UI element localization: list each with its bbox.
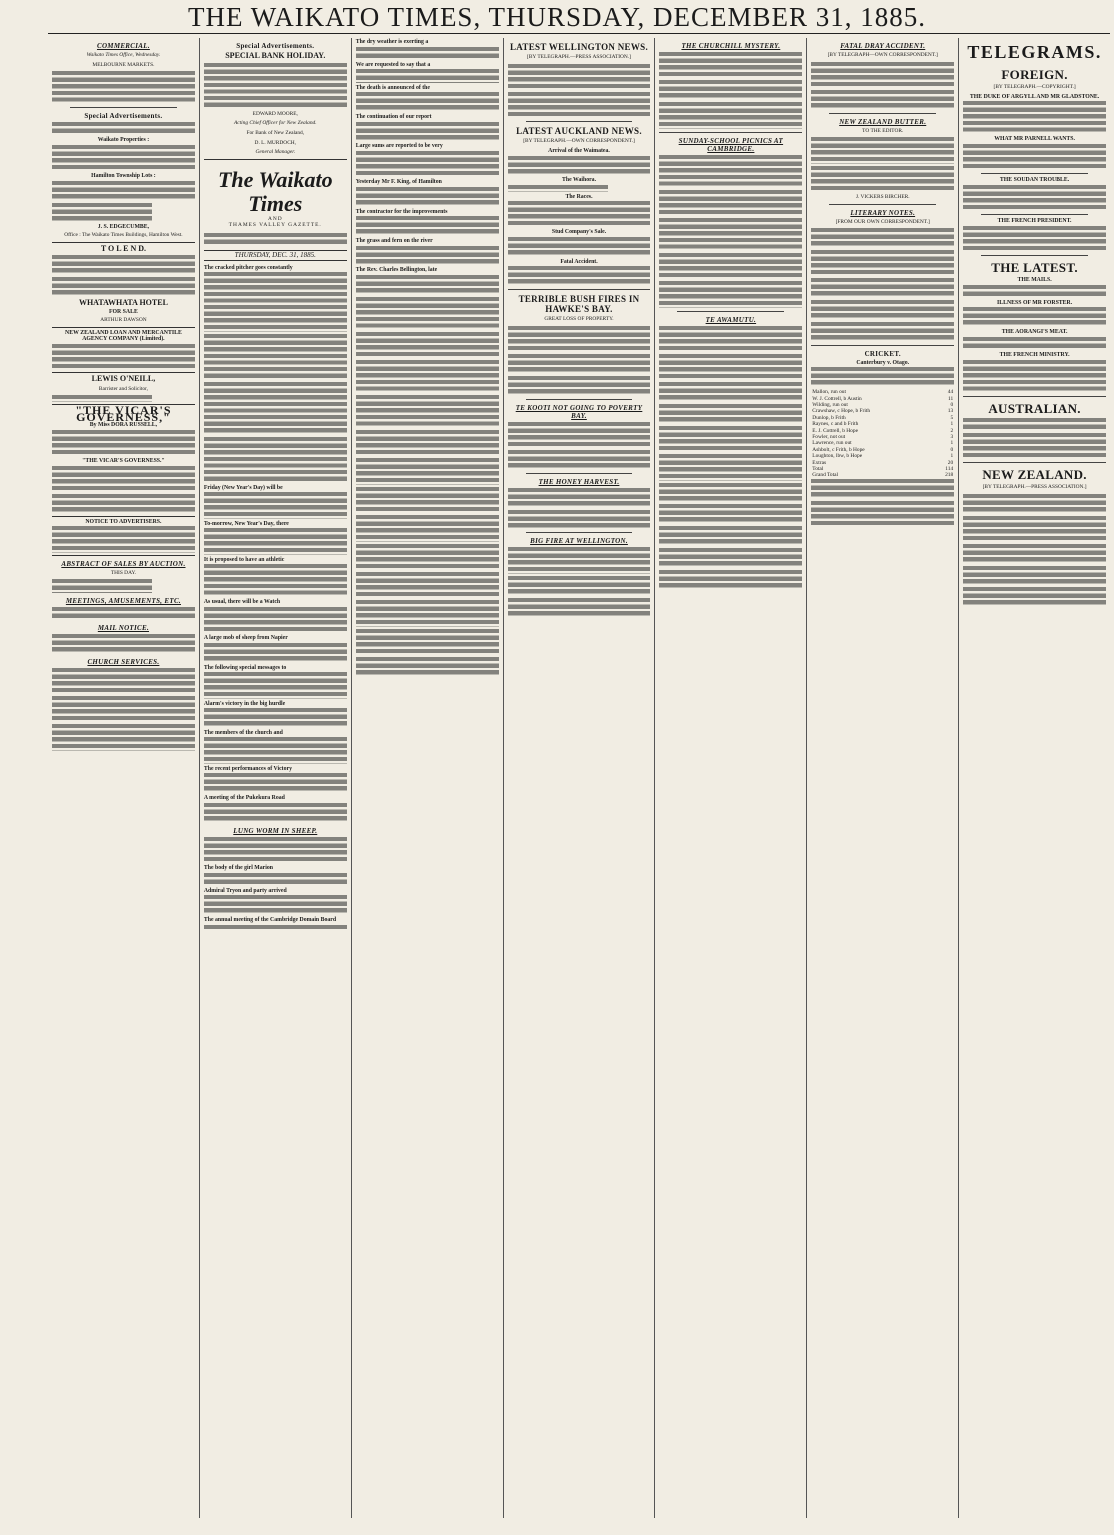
body-text: [963, 544, 1106, 564]
paragraph-lead: As usual, there will be a Watch: [203, 599, 281, 606]
body-text: [356, 69, 499, 82]
body-text: [811, 300, 954, 320]
butter-sub: TO THE EDITOR.: [862, 127, 904, 134]
bank-holiday-heading: SPECIAL BANK HOLIDAY.: [225, 51, 326, 60]
auckland-lead: Stud Company's Sale.: [551, 229, 607, 236]
commercial-heading: COMMERCIAL.: [96, 42, 150, 50]
divider: [70, 107, 177, 108]
vicar-governess-author: By Miss DORA RUSSELL,: [89, 422, 158, 429]
telegrams-heading: TELEGRAMS.: [967, 42, 1102, 62]
bank-nz-signatory-role: General Manager.: [255, 149, 296, 156]
batsman-name: E. J. Cottrell, b Hope: [812, 427, 858, 434]
edgecumbe-office: Office : The Waikato Times Buildings, Hamilton West.: [64, 232, 183, 239]
special-ads-heading-2: Special Advertisements.: [236, 42, 315, 50]
auckland-lead: The Waihora.: [561, 177, 597, 184]
paper-and: AND: [267, 215, 283, 222]
newspaper-masthead-title: THE WAIKATO TIMES, THURSDAY, DECEMBER 31, 1885.: [187, 2, 927, 32]
foreign-heading: FOREIGN.: [1001, 67, 1068, 82]
body-text: [508, 185, 608, 192]
body-text: [204, 528, 347, 554]
soudan-heading: THE SOUDAN TROUBLE.: [999, 177, 1070, 184]
body-text: [811, 367, 954, 387]
auckland-lead: The Races.: [565, 193, 593, 200]
body-text: [204, 643, 347, 663]
batsman-name: Raynes, c and b Frith: [812, 421, 859, 428]
australian-heading: AUSTRALIAN.: [988, 400, 1081, 416]
bank-nz-line: For Bank of New Zealand,: [246, 129, 305, 136]
body-text: [356, 600, 499, 626]
auckland-lead: Fatal Accident.: [560, 258, 598, 265]
body-text: [356, 275, 499, 295]
column-1: [48, 38, 199, 1518]
batsman-name: Fowler, not out: [812, 434, 846, 440]
body-text: [508, 547, 651, 573]
body-text: [52, 277, 195, 297]
column-6: [806, 38, 958, 1518]
meetings-heading: MEETINGS, AMUSEMENTS, ETC.: [65, 596, 181, 605]
body-text: [811, 501, 954, 527]
bush-fires-heading: TERRIBLE BUSH FIRES IN HAWKE'S BAY.: [518, 294, 640, 315]
body-text: [811, 228, 954, 248]
body-text: [52, 466, 195, 492]
paragraph-lead: Yesterday Mr F. King, of Hamilton: [355, 179, 442, 186]
body-text: [963, 587, 1106, 607]
body-text: [508, 422, 651, 448]
paragraph-lead: The members of the church and: [203, 729, 283, 736]
body-text: [963, 307, 1106, 327]
body-text: [659, 483, 802, 503]
paragraph-lead: The dry weather is exerting a: [355, 39, 429, 45]
body-text: [659, 426, 802, 452]
batsman-runs: 1: [950, 440, 954, 447]
body-text: [963, 418, 1106, 431]
vicar-governess-heading: "THE VICAR'S GOVERNESS,": [75, 402, 172, 424]
paper-name: The Waikato Times: [217, 166, 333, 216]
body-text: [508, 201, 651, 227]
paragraph-lead: The continuation of our report: [355, 113, 432, 120]
bank-holiday-signatory: EDWARD MOORE,: [252, 110, 298, 117]
body-text: [508, 510, 651, 530]
bank-holiday-signatory-role: Acting Chief Officer for New Zealand.: [233, 120, 317, 127]
paragraph-lead: The Rev. Charles Bellington, late: [355, 267, 438, 274]
batsman-name: Loughton, lbw, b Hope: [812, 453, 863, 460]
body-text: [204, 737, 347, 763]
body-text: [508, 266, 651, 286]
body-text: [508, 156, 651, 176]
paragraph-lead: To-morrow, New Year's Day, there: [203, 520, 289, 527]
masthead: [0, 0, 1114, 34]
body-text: [52, 634, 195, 654]
batsman-name: Mallon, run out: [812, 389, 846, 396]
paragraph-lead: It is proposed to have an athletic: [203, 556, 285, 563]
paragraph-lead: We are requested to say that a: [355, 61, 431, 68]
body-text: [508, 450, 651, 470]
body-text: [356, 544, 499, 570]
body-text: [356, 187, 499, 207]
honey-harvest-heading: THE HONEY HARVEST.: [538, 477, 620, 486]
body-text: [508, 237, 651, 257]
issue-date: THURSDAY, DEC. 31, 1885.: [204, 250, 347, 261]
body-text: [52, 526, 195, 552]
french-president-heading: THE FRENCH PRESIDENT.: [997, 218, 1072, 225]
notice-advertisers-heading: NOTICE TO ADVERTISERS.: [85, 518, 162, 525]
paragraph-lead: Admiral Tryon and party arrived: [203, 887, 287, 894]
body-text: [52, 696, 195, 722]
lewis-oneill-title: Barrister and Solicitor,: [98, 385, 148, 392]
body-text: [356, 246, 499, 266]
aorangi-heading: THE AORANGI'S MEAT.: [1001, 329, 1068, 336]
body-text: [356, 122, 499, 142]
page-columns: [48, 38, 1110, 1518]
body-text: [963, 360, 1106, 393]
body-text: [659, 548, 802, 568]
body-text: [811, 166, 954, 192]
body-text: [659, 190, 802, 216]
auckland-news-sub: [BY TELEGRAPH.—OWN CORRESPONDENT.]: [523, 138, 635, 145]
body-text: [963, 226, 1106, 252]
column-5: [654, 38, 806, 1518]
cricket-heading: CRICKET.: [864, 349, 901, 358]
body-text: [52, 724, 195, 750]
body-text: [204, 233, 347, 246]
batsman-runs: 5: [950, 414, 954, 421]
body-text: [204, 437, 347, 483]
body-text: [659, 326, 802, 352]
cricket-scorecard: [811, 389, 954, 479]
latest-heading: THE LATEST.: [991, 260, 1078, 276]
batsman-runs: 44: [947, 389, 954, 396]
township-lots-heading: Hamilton Township Lots :: [91, 173, 156, 180]
body-text: [963, 516, 1106, 542]
body-text: [204, 895, 347, 915]
body-text: [356, 216, 499, 236]
body-text: [963, 566, 1106, 586]
body-text: [811, 479, 954, 499]
paragraph-lead: The grass and fern on the river: [355, 238, 433, 245]
body-text: [356, 487, 499, 513]
new-zealand-heading: NEW ZEALAND.: [982, 467, 1087, 483]
new-zealand-sub: [BY TELEGRAPH.—PRESS ASSOCIATION.]: [982, 484, 1087, 491]
mails-heading: THE MAILS.: [1017, 277, 1052, 284]
french-ministry-heading: THE FRENCH MINISTRY.: [999, 352, 1070, 358]
te-kooti-heading: TE KOOTI NOT GOING TO POVERTY BAY.: [515, 403, 643, 420]
paragraph-lead: Alarm's victory in the big hurdle: [203, 700, 286, 707]
cricket-grand-total-row: Grand Total 218: [812, 472, 954, 479]
mail-notice-heading: MAIL NOTICE.: [97, 623, 150, 632]
body-text: [963, 494, 1106, 514]
body-text: [508, 598, 651, 618]
paragraph-lead: A meeting of the Pukekura Road: [203, 795, 285, 802]
body-text: [811, 322, 954, 342]
body-text: [356, 47, 499, 60]
auckland-news-heading: LATEST AUCKLAND NEWS.: [516, 126, 642, 137]
body-text: [356, 151, 499, 177]
body-text: [659, 80, 802, 100]
body-text: [204, 837, 347, 863]
body-text: [204, 334, 347, 380]
column-4: [503, 38, 655, 1518]
body-text: [204, 708, 347, 728]
body-text: [659, 155, 802, 188]
body-text: [659, 253, 802, 279]
auckland-lead: Arrival of the Waimatea.: [548, 147, 610, 154]
batsman-name: Wilding, run out: [812, 401, 848, 408]
column-2: [199, 38, 351, 1518]
body-text: [52, 668, 195, 694]
batsman-runs: 2: [950, 427, 954, 434]
body-text: [204, 382, 347, 435]
commercial-subheading: MELBOURNE MARKETS.: [92, 61, 155, 68]
edgecumbe-name: J. S. EDGECUMBE,: [97, 224, 150, 231]
batsman-name: Lawrence, run out: [812, 440, 852, 447]
lewis-oneill-heading: LEWIS O'NEILL,: [91, 374, 156, 384]
masthead-rule: [48, 33, 1110, 34]
batsman-name: Crawshaw, c Hope, b Frith: [812, 408, 871, 415]
cricket-extras-row: Extras 20: [812, 459, 954, 466]
body-text: [508, 576, 651, 596]
body-text: [659, 382, 802, 402]
paragraph-lead: Friday (New Year's Day) will be: [203, 484, 283, 491]
body-text: [659, 454, 802, 480]
body-text: [52, 579, 152, 592]
butter-heading: NEW ZEALAND BUTTER.: [839, 117, 927, 126]
argyll-heading: THE DUKE OF ARGYLL AND MR GLADSTONE.: [969, 93, 1100, 100]
body-text: [659, 52, 802, 78]
body-text: [508, 92, 651, 118]
big-fire-heading: BIG FIRE AT WELLINGTON.: [530, 537, 628, 546]
forster-heading: ILLNESS OF MR FORSTER.: [997, 299, 1073, 306]
parnell-heading: WHAT MR PARNELL WANTS.: [994, 136, 1075, 143]
body-text: [659, 281, 802, 307]
body-text: [204, 564, 347, 597]
abstract-sales-heading: ABSTRACT OF SALES BY AUCTION.: [61, 559, 186, 568]
churchill-mystery-heading: THE CHURCHILL MYSTERY.: [681, 42, 781, 50]
cricket-total-row: Total 114: [812, 466, 954, 473]
church-services-heading: CHURCH SERVICES.: [87, 657, 160, 666]
paragraph-lead: The death is announced of the: [355, 84, 430, 91]
paragraph-lead: The body of the girl Marion: [203, 864, 273, 871]
body-text: [811, 250, 954, 276]
paragraph-lead: A large mob of sheep from Napier: [203, 635, 288, 642]
body-text: [659, 404, 802, 424]
batsman-runs: 3: [950, 434, 954, 440]
commercial-dateline: Waikato Times Office, Wednesday.: [86, 52, 161, 58]
sunday-school-heading: SUNDAY-SCHOOL PICNICS AT CAMBRIDGE.: [678, 136, 784, 153]
body-text: [659, 570, 802, 590]
paragraph-lead: The annual meeting of the Cambridge Domain Board: [203, 917, 337, 924]
body-text: [508, 376, 651, 396]
body-text: [356, 395, 499, 428]
body-text: [204, 63, 347, 109]
literary-notes-heading: LITERARY NOTES.: [850, 208, 916, 217]
body-text: [204, 873, 347, 886]
paragraph-lead: The contractor for the improvements: [355, 208, 448, 215]
paragraph-lead: Large sums are reported to be very: [355, 143, 443, 150]
body-text: [963, 285, 1106, 298]
body-text: [356, 332, 499, 358]
body-text: [52, 395, 152, 402]
body-text: [356, 297, 499, 330]
body-text: [204, 607, 347, 633]
batsman-runs: 11: [947, 395, 954, 402]
body-text: [659, 218, 802, 251]
body-text: [356, 458, 499, 484]
literary-notes-sub: [FROM OUR OWN CORRESPONDENT.]: [835, 218, 930, 225]
batsman-runs: 1: [950, 453, 954, 460]
paragraph-lead: The following special messages to: [203, 664, 287, 671]
body-text: [52, 494, 195, 514]
bank-nz-signatory: D. L. MURDOCH,: [254, 139, 297, 146]
paragraph-lead: The recent performances of Victory: [203, 765, 292, 772]
dray-accident-sub: [BY TELEGRAPH—OWN CORRESPONDENT.]: [827, 52, 938, 58]
body-text: [52, 181, 195, 201]
butter-signature: J. VICKERS BIRCHER.: [855, 194, 910, 201]
body-text: [508, 64, 651, 90]
body-text: [811, 90, 954, 110]
body-text: [204, 492, 347, 518]
special-ads-heading: Special Advertisements.: [84, 112, 163, 121]
lungworm-heading: LUNG WORM IN SHEEP.: [233, 826, 318, 835]
paragraph-lead: The cracked pitcher goes constantly: [203, 264, 293, 271]
body-text: [204, 272, 347, 331]
body-text: [52, 145, 195, 171]
body-text: [963, 101, 1106, 134]
batsman-runs: 13: [947, 408, 954, 415]
body-text: [659, 354, 802, 380]
wellington-news-sub: [BY TELEGRAPH.—PRESS ASSOCIATION.]: [527, 54, 631, 60]
body-text: [508, 326, 651, 352]
body-text: [356, 572, 499, 598]
body-text: [963, 185, 1106, 211]
body-text: [963, 337, 1106, 350]
body-text: [204, 925, 347, 932]
body-text: [52, 344, 195, 370]
batsman-runs: 1: [950, 421, 954, 428]
body-text: [963, 144, 1106, 170]
whatawhata-heading: WHATAWHATA HOTEL: [78, 297, 168, 307]
te-awamutu-heading: TE AWAMUTU.: [705, 315, 757, 324]
batsman-runs: 0: [950, 446, 954, 453]
body-text: [963, 433, 1106, 459]
body-text: [52, 430, 195, 456]
batsman-name: W. J. Cottrell, b Austin: [812, 395, 862, 402]
whatawhata-apply: ARTHUR DAWSON: [100, 317, 147, 323]
body-text: [356, 657, 499, 677]
nz-loan-heading: NEW ZEALAND LOAN AND MERCANTILE AGENCY COMPANY (Limited).: [65, 329, 182, 343]
body-text: [204, 773, 347, 793]
whatawhata-for-sale: FOR SALE: [109, 309, 138, 316]
body-text: [811, 137, 954, 163]
body-text: [659, 504, 802, 524]
body-text: [52, 71, 195, 104]
paper-subtitle: THAMES VALLEY GAZETTE.: [228, 222, 322, 229]
body-text: [811, 62, 954, 88]
body-text: [356, 629, 499, 655]
column-7: [958, 38, 1110, 1518]
bush-fires-sub: GREAT LOSS OF PROPERTY.: [544, 316, 614, 323]
wellington-news-heading: LATEST WELLINGTON NEWS.: [509, 42, 649, 52]
abstract-this-day: THIS DAY.: [110, 569, 137, 576]
batsman-runs: 0: [950, 401, 954, 408]
body-text: [508, 488, 651, 508]
batsman-name: Dunlop, b Frith: [812, 414, 846, 421]
body-text: [204, 803, 347, 823]
body-text: [659, 526, 802, 546]
to-lend-heading: T O L E N D.: [100, 243, 147, 253]
body-text: [52, 255, 195, 275]
body-text: [356, 515, 499, 541]
cricket-sub: Canterbury v. Otago.: [856, 359, 910, 366]
body-text: [356, 430, 499, 456]
properties-heading: Waikato Properties :: [97, 137, 150, 144]
body-text: [356, 92, 499, 112]
dray-accident-heading: FATAL DRAY ACCIDENT.: [840, 42, 926, 50]
vicar-governess-banner: "THE VICAR'S GOVERNESS.": [82, 458, 165, 465]
foreign-sub: [BY TELEGRAPH.—COPYRIGHT.]: [993, 84, 1076, 90]
body-text: [659, 102, 802, 128]
column-3: [351, 38, 503, 1518]
body-text: [508, 354, 651, 374]
body-text: [52, 607, 195, 620]
body-text: [204, 672, 347, 698]
batsman-name: Ashbolt, c Frith, b Hope: [812, 446, 865, 453]
body-text: [811, 278, 954, 298]
paper-nameplate: [204, 168, 347, 229]
body-text: [52, 122, 195, 135]
body-text: [356, 360, 499, 393]
body-text: [52, 203, 152, 223]
